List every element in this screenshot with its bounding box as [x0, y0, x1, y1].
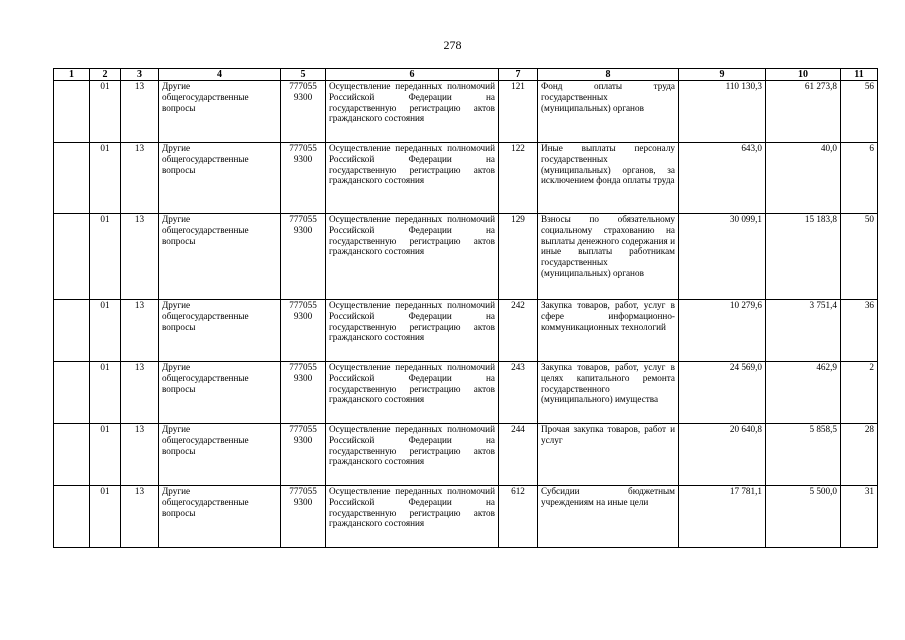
table-body — [54, 81, 878, 548]
column-header-1: 1 — [54, 69, 90, 81]
cell-col-7: 242 — [499, 300, 538, 362]
cell-col-2: 01 — [90, 300, 121, 362]
cell-col-2: 01 — [90, 214, 121, 300]
cell-col-1 — [54, 362, 90, 424]
cell-text: Закупка товаров, работ, услуг в сфере информационно-коммуникационных технологий — [541, 300, 675, 332]
cell-col-1 — [54, 424, 90, 486]
cell-col-2: 01 — [90, 143, 121, 214]
cell-col-1 — [54, 81, 90, 143]
cell-col-6 — [326, 214, 499, 300]
cell-col-7: 244 — [499, 424, 538, 486]
cell-col-11: 50 — [841, 214, 878, 300]
cell-col-4: Другие общегосударственные вопросы — [159, 143, 281, 214]
cell-col-8 — [538, 214, 679, 300]
cell-col-10: 462,9 — [766, 362, 841, 424]
cell-col-11: 28 — [841, 424, 878, 486]
cell-col-6 — [326, 300, 499, 362]
cell-col-7: 122 — [499, 143, 538, 214]
cell-text: Осуществление переданных полномочий Российской Федерации на государственную регистрацию актов гражданского состояния — [329, 143, 495, 186]
cell-col-5: 777055 9300 — [281, 424, 326, 486]
cell-col-1 — [54, 300, 90, 362]
cell-col-8 — [538, 362, 679, 424]
cell-col-3: 13 — [121, 143, 159, 214]
cell-col-3: 13 — [121, 214, 159, 300]
cell-col-9: 643,0 — [679, 143, 766, 214]
cell-text: Прочая закупка товаров, работ и услуг — [541, 424, 675, 445]
table-row — [54, 300, 878, 362]
cell-col-7: 612 — [499, 486, 538, 548]
cell-text: Фонд оплаты труда государственных (муниципальных) органов — [541, 81, 675, 113]
cell-col-3: 13 — [121, 81, 159, 143]
cell-col-8 — [538, 300, 679, 362]
cell-col-6 — [326, 486, 499, 548]
cell-col-9: 24 569,0 — [679, 362, 766, 424]
cell-col-10: 61 273,8 — [766, 81, 841, 143]
cell-col-2: 01 — [90, 486, 121, 548]
cell-col-5: 777055 9300 — [281, 214, 326, 300]
budget-table — [53, 68, 878, 548]
cell-col-5: 777055 9300 — [281, 486, 326, 548]
cell-col-4: Другие общегосударственные вопросы — [159, 362, 281, 424]
column-header-5: 5 — [281, 69, 326, 81]
cell-col-8 — [538, 424, 679, 486]
cell-col-4: Другие общегосударственные вопросы — [159, 81, 281, 143]
cell-col-6 — [326, 424, 499, 486]
cell-text: Осуществление переданных полномочий Российской Федерации на государственную регистрацию актов гражданского состояния — [329, 300, 495, 343]
table-row — [54, 214, 878, 300]
cell-col-9: 30 099,1 — [679, 214, 766, 300]
cell-col-3: 13 — [121, 362, 159, 424]
column-header-11: 11 — [841, 69, 878, 81]
cell-col-9: 10 279,6 — [679, 300, 766, 362]
column-header-7: 7 — [499, 69, 538, 81]
cell-col-4: Другие общегосударственные вопросы — [159, 424, 281, 486]
cell-col-1 — [54, 486, 90, 548]
cell-text: Осуществление переданных полномочий Российской Федерации на государственную регистрацию актов гражданского состояния — [329, 486, 495, 529]
cell-col-2: 01 — [90, 362, 121, 424]
column-header-3: 3 — [121, 69, 159, 81]
cell-col-4: Другие общегосударственные вопросы — [159, 214, 281, 300]
cell-col-8 — [538, 143, 679, 214]
cell-col-10: 5 500,0 — [766, 486, 841, 548]
cell-text: Субсидии бюджетным учреждениям на иные цели — [541, 486, 675, 507]
cell-text: Осуществление переданных полномочий Российской Федерации на государственную регистрацию актов гражданского состояния — [329, 214, 495, 257]
cell-text: Осуществление переданных полномочий Российской Федерации на государственную регистрацию актов гражданского состояния — [329, 424, 495, 467]
cell-col-10: 5 858,5 — [766, 424, 841, 486]
cell-col-3: 13 — [121, 486, 159, 548]
cell-text: Осуществление переданных полномочий Российской Федерации на государственную регистрацию актов гражданского состояния — [329, 81, 495, 124]
column-header-4: 4 — [159, 69, 281, 81]
cell-col-7: 243 — [499, 362, 538, 424]
cell-col-5: 777055 9300 — [281, 143, 326, 214]
cell-col-9: 20 640,8 — [679, 424, 766, 486]
cell-col-6 — [326, 362, 499, 424]
cell-col-11: 2 — [841, 362, 878, 424]
cell-col-9: 17 781,1 — [679, 486, 766, 548]
table-row — [54, 486, 878, 548]
cell-col-6 — [326, 143, 499, 214]
cell-text: Закупка товаров, работ, услуг в целях капитального ремонта государственного (муниципального) имущества — [541, 362, 675, 405]
cell-col-2: 01 — [90, 81, 121, 143]
cell-col-2: 01 — [90, 424, 121, 486]
table-row — [54, 362, 878, 424]
cell-col-5: 777055 9300 — [281, 81, 326, 143]
cell-text: Иные выплаты персоналу государственных (муниципальных) органов, за исключением фонда оплаты труда — [541, 143, 675, 186]
cell-col-1 — [54, 143, 90, 214]
cell-col-11: 36 — [841, 300, 878, 362]
cell-col-10: 40,0 — [766, 143, 841, 214]
cell-col-4: Другие общегосударственные вопросы — [159, 300, 281, 362]
cell-col-5: 777055 9300 — [281, 300, 326, 362]
cell-col-6 — [326, 81, 499, 143]
header-row — [54, 69, 878, 81]
cell-col-9: 110 130,3 — [679, 81, 766, 143]
cell-col-11: 56 — [841, 81, 878, 143]
cell-text: Взносы по обязательному социальному страхованию на выплаты денежного содержания и иные выплаты работникам государственных (муниципальных) органов — [541, 214, 675, 278]
cell-col-7: 121 — [499, 81, 538, 143]
cell-col-1 — [54, 214, 90, 300]
page-number: 278 — [443, 38, 462, 52]
cell-col-8 — [538, 486, 679, 548]
column-header-9: 9 — [679, 69, 766, 81]
cell-col-3: 13 — [121, 424, 159, 486]
cell-col-11: 6 — [841, 143, 878, 214]
cell-col-3: 13 — [121, 300, 159, 362]
cell-col-8 — [538, 81, 679, 143]
cell-col-4: Другие общегосударственные вопросы — [159, 486, 281, 548]
column-header-2: 2 — [90, 69, 121, 81]
column-header-8: 8 — [538, 69, 679, 81]
cell-col-5: 777055 9300 — [281, 362, 326, 424]
table-row — [54, 143, 878, 214]
cell-col-10: 15 183,8 — [766, 214, 841, 300]
table-row — [54, 81, 878, 143]
column-header-6: 6 — [326, 69, 499, 81]
cell-col-7: 129 — [499, 214, 538, 300]
cell-text: Осуществление переданных полномочий Российской Федерации на государственную регистрацию актов гражданского состояния — [329, 362, 495, 405]
column-header-10: 10 — [766, 69, 841, 81]
table-row — [54, 424, 878, 486]
cell-col-11: 31 — [841, 486, 878, 548]
cell-col-10: 3 751,4 — [766, 300, 841, 362]
